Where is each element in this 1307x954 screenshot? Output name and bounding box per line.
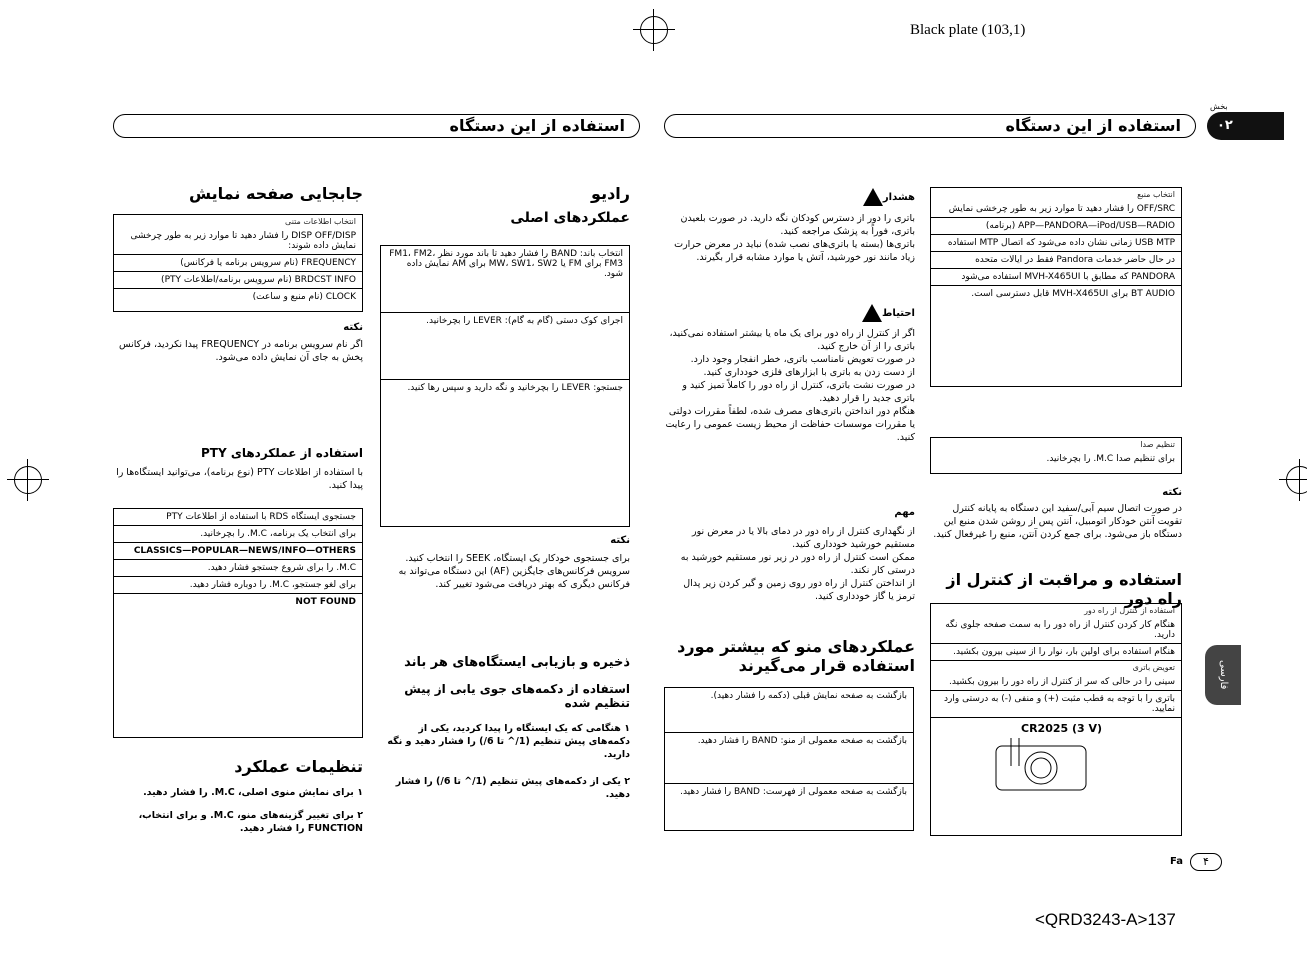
pty-intro: با استفاده از اطلاعات PTY (نوع برنامه)، می‌توانید ایستگاه‌ها را پیدا کنید. [116,467,363,491]
remote-row: هنگام کار کردن کنترل از راه دور را به سمت صفحه جلوی نگه دارید. [931,617,1181,644]
caution-item: در صورت نشت باتری، کنترل از راه دور را کاملاً تمیز کنید و باتری جدید را قرار دهید. [682,380,915,404]
battery-label: CR2025 (3 V) [1021,722,1103,735]
common-menu-heading: عملکردهای منو که بیشتر مورد استفاده قرار می‌گیرند [677,637,915,675]
source-row: USB MTP زمانی نشان داده می‌شود که اتصال MTP استفاده [931,235,1181,252]
language-side-tab: فارسی [1205,645,1241,705]
display-row: DISP OFF/DISP را فشار دهید تا موارد زیر به طور چرخشی نمایش داده شوند: [114,228,362,255]
radio-heading: رادیو [591,184,630,203]
warning-icon [863,188,883,206]
pty-box [113,508,363,738]
radio-box [380,245,630,527]
remote-row: سینی را در حالی که سر از کنترل از راه دور را بیرون بکشید. [931,674,1181,691]
remote-row: هنگام استفاده برای اولین بار، نوار را از سینی بیرون بکشید. [931,644,1181,661]
settings-step: ۱ برای نمایش منوی اصلی، M.C. را فشار دهید. [143,787,363,798]
radio-note-item: برای جستجوی خودکار یک ایستگاه، SEEK را انتخاب کنید. [405,553,630,564]
source-row: BT AUDIO برای MVH-X465UI قابل دسترسی است. [971,289,1175,299]
battery-header: تعویض باتری [1132,663,1175,672]
important-item: از انداختن کنترل از راه دور روی زمین و گیر کردن زیر پدال ترمز یا گاز خودداری کنید. [683,578,915,602]
note-text: در صورت اتصال سیم آبی/سفید این دستگاه به پایانه کنترل تقویت آنتن خودکار اتومبیل، آنتن پس از روشن شدن منبع این دستگاه باز می‌شود. برای جمع کردن آنتن، منبع را غیرفعال کنید. [933,503,1182,540]
warning-list [665,212,915,264]
important-item: از نگهداری کنترل از راه دور در دمای بالا یا در معرض نور مستقیم خورشید خودداری کنید. [692,526,915,550]
source-row: PANDORA که مطابق با MVH-X465UI استفاده می‌شود [931,269,1181,286]
section-caption: بخش [1210,102,1228,111]
source-row: OFF/SRC را فشار دهید تا موارد زیر به طور چرخشی نمایش [931,201,1181,218]
page-title-right: استفاده از این دستگاه [664,114,1196,138]
menu-row: بازگشت به صفحه معمولی از فهرست: BAND را فشار دهید. [680,787,907,797]
settings-step: ۲ برای تغییر گزینه‌های منو، M.C. و برای انتخاب، FUNCTION را فشار دهید. [138,810,363,834]
important-list [665,525,915,603]
important-item: ممکن است کنترل از راه دور در زیر نور مستقیم خورشید به درستی کار نکند. [680,552,915,576]
pty-row: برای انتخاب یک برنامه، M.C. را بچرخانید. [114,526,362,543]
radio-note-title: نکته [610,535,630,546]
source-row: APP—PANDORA—iPod/USB—RADIO (برنامه) [931,218,1181,235]
settings-steps [113,786,363,835]
warning-title: هشدار [665,188,915,206]
display-note: اگر نام سرویس برنامه در FREQUENCY پیدا نکردید، فرکانس پخش به جای آن نمایش داده می‌شود. [118,339,363,363]
preset-step: ۱ هنگامی که یک ایستگاه را پیدا کردید، یکی از دکمه‌های پیش تنظیم (1/^ تا 6/) را فشار دهید و نگه دارید. [387,723,630,760]
registration-mark-right [1286,466,1307,494]
caution-list [665,327,915,444]
pty-keyword: NOT FOUND [295,597,356,607]
source-box-header: انتخاب منبع [1137,190,1175,199]
registration-mark-left [14,466,42,494]
pty-row: برای لغو جستجو، M.C. را دوباره فشار دهید. [114,577,362,594]
section-tab: ۰۲ [1207,112,1284,140]
page-title-left: استفاده از این دستگاه [113,114,640,138]
caution-item: در صورت تعویض نامناسب باتری، خطر انفجار وجود دارد. [690,354,915,365]
settings-heading: تنظیمات عملکرد [234,757,363,776]
menu-box [664,687,914,831]
display-box-header: انتخاب اطلاعات متنی [285,217,356,226]
caution-item: هنگام دور انداختن باتری‌های مصرف شده، لطفاً مقررات دولتی یا مقررات موسسات حفاظت از محیط زیست عمومی را رعایت کنید. [665,406,915,443]
remote-box-header: استفاده از کنترل از راه دور [1084,606,1175,615]
preset-step: ۲ یکی از دکمه‌های پیش تنظیم (1/^ تا 6/) را فشار دهید. [395,776,630,800]
display-row: CLOCK (نام منبع و ساعت) [252,292,356,302]
radio-note-item: سرویس فرکانس‌های جایگزین (AF) این دستگاه می‌تواند به فرکانس دیگری که بهتر دریافت می‌شود تغییر کند. [398,566,630,590]
plate-label: Black plate (103,1) [910,22,1026,38]
basic-heading: عملکردهای اصلی [510,210,630,226]
display-box [113,214,363,312]
registration-mark-top [640,16,668,44]
radio-row: جستجو: LEVER را بچرخانید و نگه دارید و سپس رها کنید. [407,383,623,393]
battery-illustration [931,718,1181,798]
volume-box [930,437,1182,474]
volume-box-header: تنظیم صدا [1140,440,1175,449]
display-row: BRDCST INFO (نام سرویس برنامه/اطلاعات PTY) [114,272,362,289]
source-row: در حال حاضر خدمات Pandora فقط در ایالات متحده [931,252,1181,269]
caution-icon [862,304,882,322]
display-note-title: نکته [343,322,363,333]
note-title: نکته [1162,487,1182,498]
remote-heading: استفاده و مراقبت از کنترل از راه دور [946,570,1182,608]
page-number: ۴ [1190,853,1222,871]
radio-row: انتخاب باند: BAND را فشار دهید تا باند مورد نظر FM1، FM2، FM3 برای FM یا MW، SW1، SW2 برای AM نمایش داده شود. [381,246,629,313]
important-title: مهم [894,507,915,518]
warning-item: باتری‌ها (بسته یا باتری‌های نصب شده) نباید در معرض حرارت زیاد مانند نور خورشید، آتش یا موارد مشابه قرار بگیرند. [674,239,915,263]
radio-row: اجرای کوک دستی (گام به گام): LEVER را بچرخانید. [381,313,629,380]
pty-row: M.C. را برای شروع جستجو فشار دهید. [114,560,362,577]
caution-title: احتیاط [665,304,915,322]
pty-row: جستجوی ایستگاه RDS با استفاده از اطلاعات PTY [114,509,362,526]
warning-item: باتری را دور از دسترس کودکان نگه دارید. در صورت بلعیدن باتری، فوراً به پزشک مراجعه کنید. [680,213,915,237]
preset-heading: استفاده از دکمه‌های جوی یابی از پیش تنظیم شده [404,682,630,710]
pty-heading: استفاده از عملکردهای PTY [201,446,363,460]
caution-item: از دست زدن به باتری با ابزارهای فلزی خودداری کنید. [703,367,915,378]
radio-note-list [380,552,630,591]
menu-row: بازگشت به صفحه معمولی از منو: BAND را فشار دهید. [665,733,913,784]
remote-row: باتری را با توجه به قطب مثبت (+) و منفی (-) به درستی وارد نمایید. [931,691,1181,718]
pty-row: CLASSICS—POPULAR—NEWS/INFO—OTHERS [114,543,362,560]
remote-battery-icon [991,736,1111,798]
document-code: <QRD3243-A>137 [1035,910,1176,929]
remote-box [930,603,1182,836]
caution-item: اگر از کنترل از راه دور برای یک ماه یا بیشتر استفاده نمی‌کنید، باتری را از آن خارج کنید. [669,328,915,352]
display-heading: جابجایی صفحه نمایش [189,184,363,203]
language-code: Fa [1170,856,1183,867]
store-heading: ذخیره و بازیابی ایستگاه‌های هر باند [404,655,630,670]
menu-row: بازگشت به صفحه نمایش قبلی (دکمه را فشار دهید). [665,688,913,733]
volume-row: برای تنظیم صدا M.C. را بچرخانید. [1046,454,1175,464]
display-row: FREQUENCY (نام سرویس برنامه یا فرکانس) [114,255,362,272]
preset-steps [380,722,630,801]
source-box [930,187,1182,387]
